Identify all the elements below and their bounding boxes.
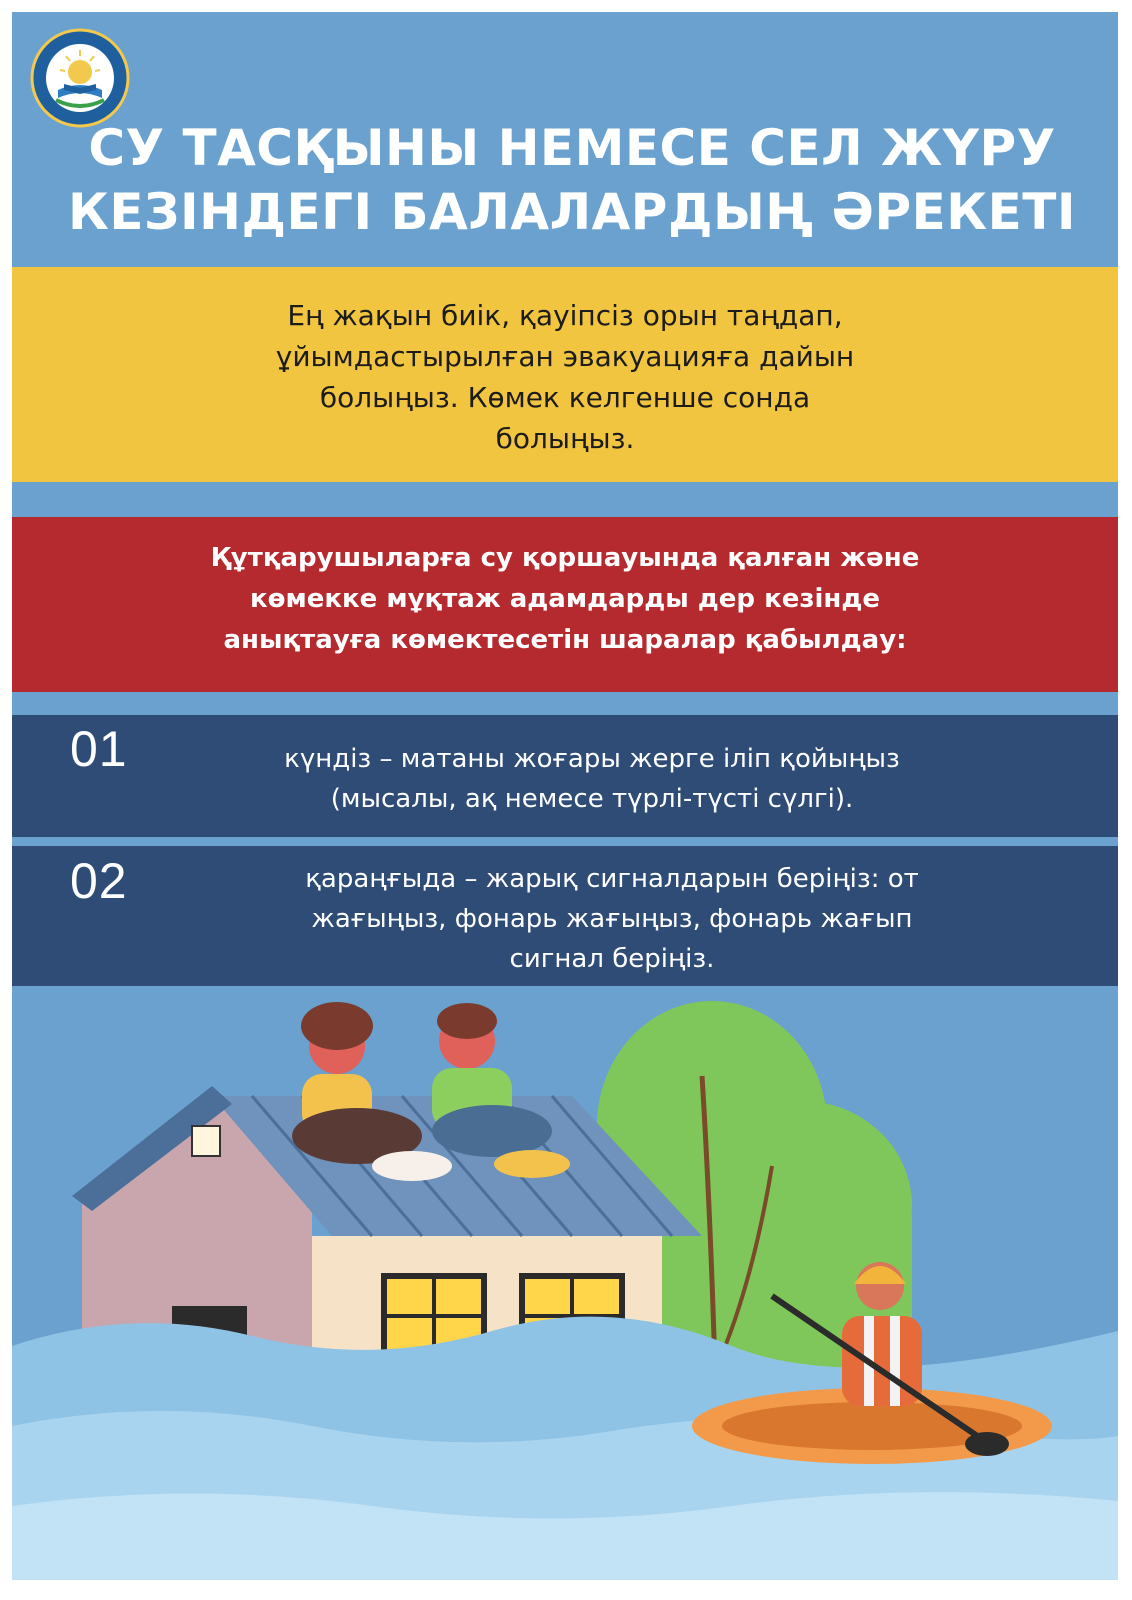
step-line: жағыңыз, фонарь жағыңыз, фонарь жағып (311, 904, 913, 934)
title-line: КЕЗІНДЕГІ БАЛАЛАРДЫҢ ӘРЕКЕТІ (68, 183, 1076, 241)
rescue-heading-line: Құтқарушыларға су қоршауында қалған және (210, 543, 920, 573)
step-number-2: 02 (70, 853, 128, 909)
step-line: (мысалы, ақ немесе түрлі-түсті сүлгі). (330, 784, 854, 814)
poster-title (52, 116, 1092, 244)
step-line: күндіз – матаны жоғары жерге іліп қойыңыз (284, 744, 900, 774)
step-line: сигнал беріңіз. (509, 944, 715, 974)
poster (12, 12, 1118, 1580)
flood-illustration (12, 986, 1118, 1580)
step-text-1 (152, 739, 1032, 819)
step-line: қараңғыда – жарық сигналдарын беріңіз: от (305, 864, 919, 894)
rescue-heading-line: анықтауға көмектесетін шаралар қабылдау: (223, 625, 907, 655)
education-department-emblem-icon (30, 28, 130, 128)
advice-line: болыңыз. Көмек келгенше сонда (319, 381, 811, 414)
advice-line: Ең жақын биік, қауіпсіз орын таңдап, (287, 299, 843, 332)
children-on-roof-icon (292, 1002, 570, 1181)
step-number-1: 01 (70, 721, 128, 777)
rescue-heading (12, 538, 1118, 661)
advice-line: ұйымдастырылған эвакуацияға дайын (275, 340, 855, 373)
advice-text (12, 295, 1118, 459)
rescue-heading-line: көмекке мұқтаж адамдарды дер кезінде (249, 584, 880, 614)
advice-line: болыңыз. (495, 422, 635, 455)
step-text-2 (172, 859, 1052, 979)
title-line: СУ ТАСҚЫНЫ НЕМЕСЕ СЕЛ ЖҮРУ (88, 119, 1056, 177)
